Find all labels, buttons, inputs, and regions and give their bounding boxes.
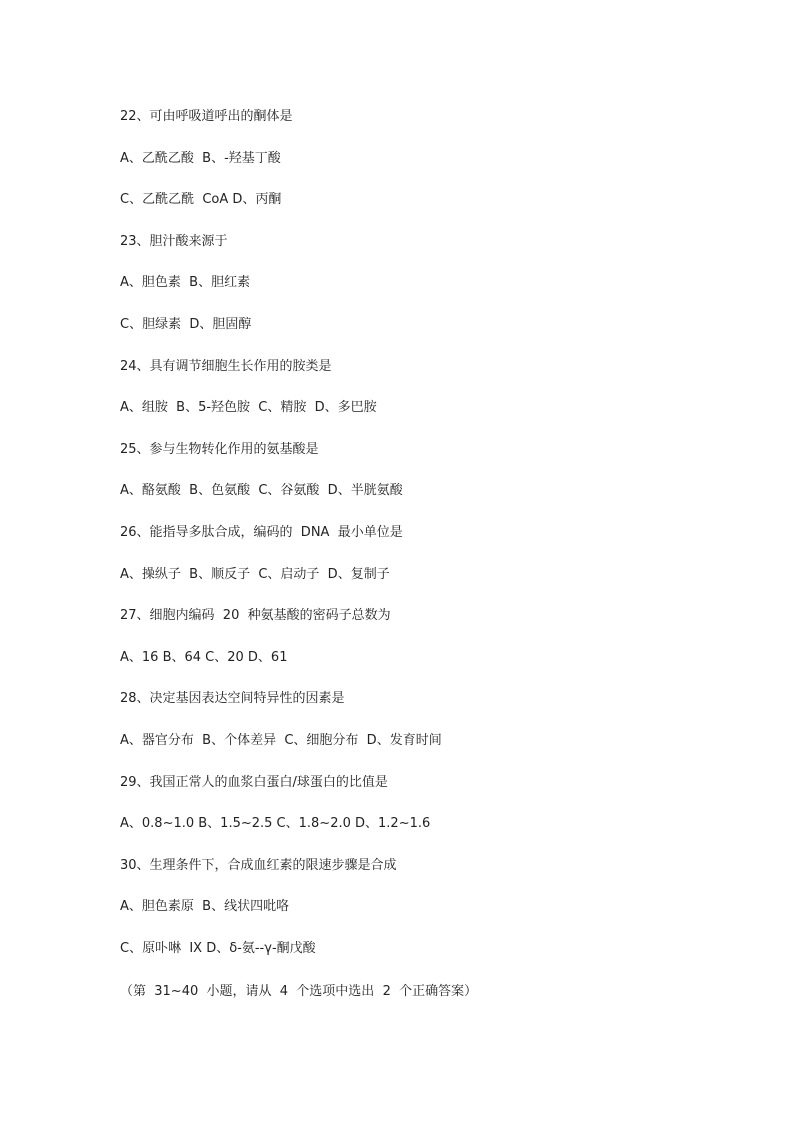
question-25-options: A、酪氨酸 B、色氨酸 C、谷氨酸 D、半胱氨酸 (120, 483, 403, 498)
question-22: 22、可由呼吸道呼出的酮体是 (120, 109, 293, 124)
question-22-options-cd: C、乙酰乙酰 CoA D、丙酮 (120, 192, 282, 207)
question-27: 27、细胞内编码 20 种氨基酸的密码子总数为 (120, 608, 391, 623)
question-27-options: A、16 B、64 C、20 D、61 (120, 650, 288, 665)
question-23-options-cd: C、胆绿素 D、胆固醇 (120, 317, 252, 332)
question-26: 26、能指导多肽合成，编码的 DNA 最小单位是 (120, 525, 403, 540)
question-22-options-ab: A、乙酰乙酸 B、-羟基丁酸 (120, 151, 281, 166)
question-23: 23、胆汁酸来源于 (120, 234, 228, 249)
question-30: 30、生理条件下，合成血红素的限速步骤是合成 (120, 858, 397, 873)
question-23-options-ab: A、胆色素 B、胆红素 (120, 275, 251, 290)
question-30-options-ab: A、胆色素原 B、线状四吡咯 (120, 899, 290, 914)
question-28-options: A、器官分布 B、个体差异 C、细胞分布 D、发育时间 (120, 733, 442, 748)
section-instruction: （第 31~40 小题，请从 4 个选项中选出 2 个正确答案） (120, 984, 478, 999)
question-30-options-cd: C、原卟啉 IX D、δ-氨--γ-酮戊酸 (120, 941, 316, 956)
question-25: 25、参与生物转化作用的氨基酸是 (120, 442, 319, 457)
question-29: 29、我国正常人的血浆白蛋白/球蛋白的比值是 (120, 775, 388, 790)
question-28: 28、决定基因表达空间特异性的因素是 (120, 691, 345, 706)
question-24: 24、具有调节细胞生长作用的胺类是 (120, 359, 332, 374)
question-26-options: A、操纵子 B、顺反子 C、启动子 D、复制子 (120, 567, 390, 582)
question-29-options: A、0.8~1.0 B、1.5~2.5 C、1.8~2.0 D、1.2~1.6 (120, 816, 431, 831)
question-24-options: A、组胺 B、5-羟色胺 C、精胺 D、多巴胺 (120, 400, 377, 415)
